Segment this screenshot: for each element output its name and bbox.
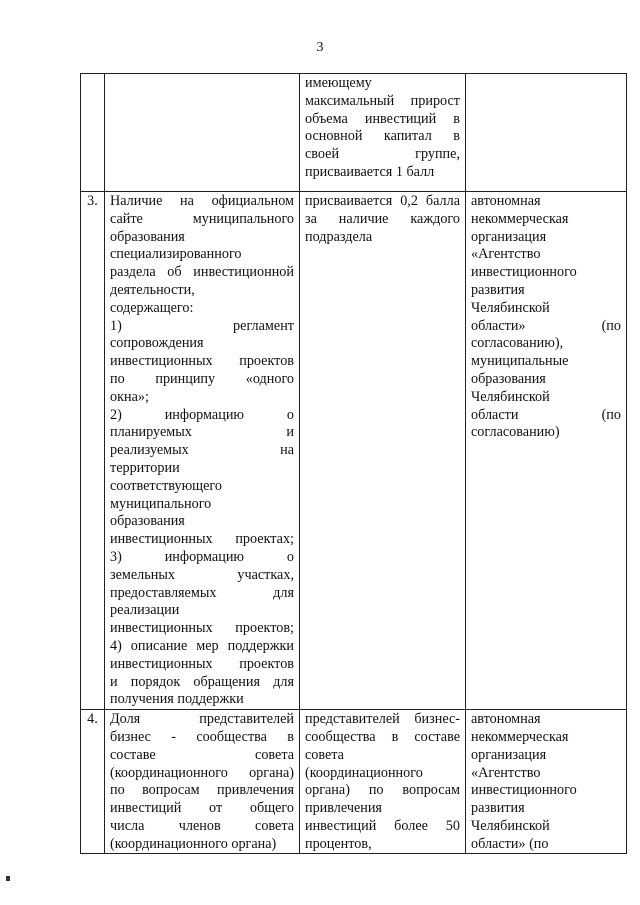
row-number-cell: [81, 192, 105, 710]
page-number: 3: [316, 40, 324, 55]
scoring-method-line: (координационного: [305, 764, 423, 781]
responsible-line: области (по: [471, 406, 621, 423]
responsible-line: образования: [471, 370, 546, 387]
table-row: [81, 192, 627, 710]
responsible-line: автономная: [471, 711, 541, 728]
indicator-line: получения поддержки: [110, 691, 244, 708]
scoring-method-line: присваивается 1 балл: [305, 163, 435, 180]
indicator-line: (координационного органа): [110, 764, 294, 781]
scoring-method-line: имеющему: [305, 75, 372, 91]
indicator-line: предоставляемых для: [110, 584, 294, 601]
scoring-method-line: органа) по вопросам: [305, 782, 460, 799]
indicator-line: территории: [110, 459, 180, 476]
indicator-line: инвестиций от общего: [110, 800, 294, 817]
table-row: [81, 710, 627, 854]
indicator-line: 2) информацию о: [110, 406, 294, 423]
indicator-cell: [105, 74, 300, 192]
indicator-line: инвестиционных проектов: [110, 655, 294, 672]
scoring-method-line: процентов,: [305, 835, 372, 852]
responsible-line: некоммерческая: [471, 728, 569, 745]
indicator-line: муниципального: [110, 495, 212, 512]
responsible-line: согласованию): [471, 424, 560, 441]
responsible-line: Челябинской: [471, 299, 550, 316]
responsible-line: области» (по: [471, 317, 621, 334]
row-number-cell: [81, 710, 105, 854]
indicator-line: земельных участках,: [110, 566, 294, 583]
indicator-line: планируемых и: [110, 424, 294, 441]
responsible-line: инвестиционного: [471, 264, 577, 281]
row-number: 4.: [87, 711, 98, 728]
criteria-table: [80, 73, 627, 854]
responsible-cell: [466, 192, 627, 710]
responsible-line: Челябинской: [471, 817, 550, 834]
indicator-line: Доля представителей: [110, 711, 294, 728]
indicator-line: (координационного органа): [110, 835, 277, 852]
responsible-cell: [466, 74, 627, 192]
indicator-line: инвестиционных проектов: [110, 353, 294, 370]
scoring-method-cell: [300, 74, 466, 192]
indicator-cell: [105, 710, 300, 854]
responsible-line: некоммерческая: [471, 210, 569, 227]
scoring-method-line: привлечения: [305, 800, 382, 817]
responsible-line: Челябинской: [471, 388, 550, 405]
responsible-line: «Агентство: [471, 764, 541, 781]
indicator-line: по вопросам привлечения: [110, 782, 294, 799]
responsible-cell: [466, 710, 627, 854]
scoring-method-line: подраздела: [305, 228, 373, 245]
indicator-line: окна»;: [110, 388, 149, 405]
indicator-line: числа членов совета: [110, 817, 294, 834]
indicator-line: Наличие на официальном: [110, 193, 294, 209]
indicator-line: 3) информацию о: [110, 548, 294, 565]
indicator-line: и порядок обращения для: [110, 673, 294, 690]
responsible-line: автономная: [471, 193, 541, 209]
responsible-line: муниципальные: [471, 353, 569, 370]
scoring-method-line: за наличие каждого: [305, 210, 460, 227]
scoring-method-cell: [300, 192, 466, 710]
scoring-method-line: максимальный прирост: [305, 92, 460, 109]
indicator-line: 1) регламент: [110, 317, 294, 334]
responsible-line: организация: [471, 228, 547, 245]
indicator-line: реализуемых на: [110, 442, 294, 459]
indicator-line: соответствующего: [110, 477, 222, 494]
responsible-line: развития: [471, 281, 525, 298]
indicator-line: 4) описание мер поддержки: [110, 637, 294, 654]
scoring-method-line: объема инвестиций в: [305, 110, 460, 127]
row-number-cell: [81, 74, 105, 192]
scan-artifact: [6, 876, 10, 881]
indicator-line: содержащего:: [110, 299, 194, 316]
indicator-line: по принципу «одного: [110, 370, 294, 387]
responsible-line: развития: [471, 800, 525, 817]
indicator-line: образования: [110, 228, 185, 245]
indicator-cell: [105, 192, 300, 710]
indicator-line: специализированного: [110, 246, 242, 263]
indicator-line: инвестиционных проектах;: [110, 531, 294, 548]
indicator-line: реализации: [110, 602, 180, 619]
indicator-line: образования: [110, 513, 185, 530]
scoring-method-line: совета: [305, 746, 344, 763]
scoring-method-cell: [300, 710, 466, 854]
scoring-method-line: представителей бизнес-: [305, 711, 460, 728]
indicator-line: бизнес - сообщества в: [110, 728, 294, 745]
indicator-line: деятельности,: [110, 281, 195, 298]
scoring-method-line: сообщества в составе: [305, 728, 460, 745]
responsible-line: «Агентство: [471, 246, 541, 263]
indicator-line: инвестиционных проектов;: [110, 620, 294, 637]
responsible-line: согласованию),: [471, 335, 564, 352]
indicator-line: сайте муниципального: [110, 210, 294, 227]
scoring-method-line: своей группе,: [305, 146, 460, 163]
scoring-method-line: основной капитал в: [305, 128, 460, 145]
row-number: 3.: [87, 193, 98, 209]
indicator-line: сопровождения: [110, 335, 204, 352]
scoring-method-line: присваивается 0,2 балла: [305, 193, 460, 209]
scoring-method-line: инвестиций более 50: [305, 817, 460, 834]
table-row: [81, 74, 627, 192]
responsible-line: области» (по: [471, 835, 549, 852]
responsible-line: организация: [471, 746, 547, 763]
responsible-line: инвестиционного: [471, 782, 577, 799]
indicator-line: раздела об инвестиционной: [110, 264, 294, 281]
indicator-line: составе совета: [110, 746, 294, 763]
